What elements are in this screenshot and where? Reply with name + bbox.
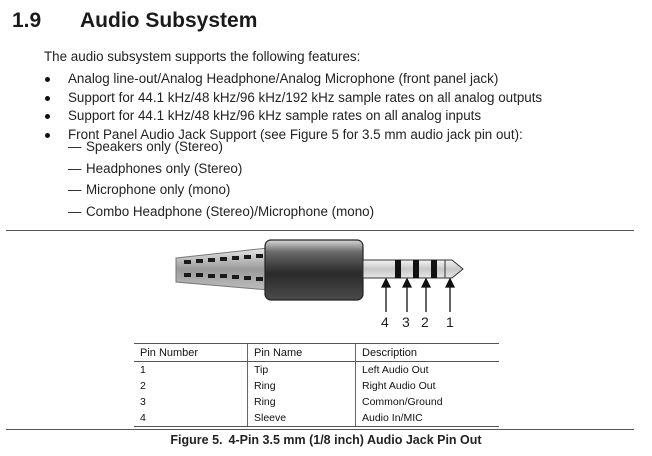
jack-mode-list	[68, 138, 374, 224]
jack-body	[265, 240, 363, 300]
pin-label: 4	[381, 314, 389, 330]
table-row	[134, 394, 499, 410]
strain-relief	[176, 248, 268, 290]
table-cell: Right Audio Out	[356, 378, 500, 394]
table-cell: Ring	[248, 378, 356, 394]
audio-jack-diagram	[0, 232, 652, 314]
list-item: Support for 44.1 kHz/48 kHz/96 kHz sample rates on all analog inputs	[44, 107, 542, 126]
list-item: — Headphones only (Stereo)	[68, 160, 243, 176]
table-cell: Audio In/MIC	[356, 410, 500, 427]
table-row	[134, 410, 499, 427]
column-header: Pin Name	[248, 344, 356, 362]
list-item: — Speakers only (Stereo)	[68, 139, 223, 154]
list-item: Front Panel Audio Jack Support (see Figure 5 for 3.5 mm audio jack pin out):	[44, 126, 542, 145]
table-cell: Sleeve	[248, 410, 356, 427]
list-item: — Microphone only (mono)	[68, 182, 231, 197]
figure-bottom-rule	[6, 429, 634, 430]
pin-label: 2	[421, 314, 429, 330]
figure-title: 4-Pin 3.5 mm (1/8 inch) Audio Jack Pin Out	[228, 433, 482, 447]
section-title: Audio Subsystem	[80, 9, 258, 32]
dash-icon: —	[68, 182, 82, 197]
dash-icon: —	[68, 139, 82, 154]
table-cell: 1	[140, 364, 146, 376]
feature-list	[44, 70, 542, 144]
figure-caption	[0, 433, 652, 447]
table-row	[134, 378, 499, 394]
dash-icon: —	[68, 160, 82, 176]
bullet-icon	[45, 114, 50, 119]
pin-table	[134, 343, 499, 427]
table-cell: Tip	[248, 362, 356, 379]
bullet-icon	[45, 96, 50, 101]
bullet-icon	[45, 77, 50, 82]
table-cell: Left Audio Out	[356, 362, 500, 379]
figure-top-rule	[6, 230, 634, 231]
section-heading	[12, 9, 257, 33]
list-item: — Combo Headphone (Stereo)/Microphone (mono)	[68, 203, 375, 219]
pin-arrows	[382, 279, 454, 312]
table-cell: Ring	[248, 394, 356, 410]
pin-label: 1	[446, 314, 454, 330]
column-header: Pin Number	[134, 344, 248, 362]
table-cell: Common/Ground	[356, 394, 500, 410]
table-cell: 3	[140, 396, 146, 408]
table-row	[134, 362, 499, 379]
column-header: Description	[356, 344, 500, 362]
section-number: 1.9	[12, 9, 42, 32]
bullet-icon	[45, 133, 50, 138]
table-header-row	[134, 344, 499, 362]
intro-text: The audio subsystem supports the following features:	[44, 49, 361, 64]
list-item: Analog line-out/Analog Headphone/Analog Microphone (front panel jack)	[44, 70, 542, 89]
plug-shaft	[363, 260, 463, 278]
list-item: Support for 44.1 kHz/48 kHz/96 kHz/192 kHz sample rates on all analog outputs	[44, 89, 542, 108]
table-cell: 4	[134, 410, 248, 427]
dash-icon: —	[68, 203, 82, 219]
table-cell: 2	[140, 380, 146, 392]
pin-label: 3	[402, 314, 410, 330]
figure-number: Figure 5.	[170, 433, 223, 447]
